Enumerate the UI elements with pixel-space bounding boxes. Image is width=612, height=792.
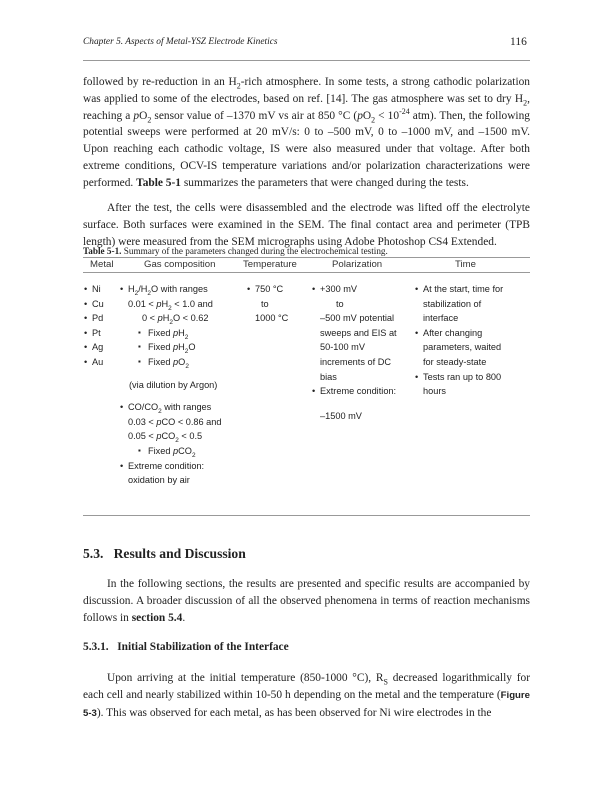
time-note-1b: stabilization of xyxy=(423,298,482,309)
metal-au: • Au xyxy=(84,355,104,370)
gas-column xyxy=(120,282,222,488)
running-header: Chapter 5. Aspects of Metal-YSZ Electrode Kinetics xyxy=(83,37,278,47)
time-note-2b: parameters, waited xyxy=(423,342,502,353)
metal-cu: • Cu xyxy=(84,297,104,312)
time-note-1c: interface xyxy=(423,313,459,324)
temperature-start: • 750 °C xyxy=(247,282,288,297)
gas-extreme-condition: • Extreme condition: xyxy=(120,459,222,474)
paragraph-3: In the following sections, the results are presented and specific results are accompanied by discussion. A broader discussion of all the observed phenomena in terms of reaction mechanisms follows in section 5.4. xyxy=(83,578,530,624)
subsection-heading: 5.3.1. Initial Stabilization of the Interface xyxy=(83,641,289,653)
table-caption: Table 5-1. Summary of the parameters changed during the electrochemical testing. xyxy=(83,246,388,256)
section-reference: section 5.4 xyxy=(131,611,183,624)
gas-h2-range-2: $0 < pH_2O < 0.62$ xyxy=(142,313,209,327)
metal-column xyxy=(84,282,104,370)
polarization-sweep-1: –500 mV potential xyxy=(320,313,395,324)
polarization-extreme: • Extreme condition: xyxy=(312,384,397,399)
polarization-start: • +300 mV xyxy=(312,282,397,297)
time-note-1: • At the start, time for xyxy=(415,282,503,297)
polarization-sweep-4: increments of DC xyxy=(320,356,391,367)
polarization-sweep-2: sweeps and EIS at xyxy=(320,327,397,338)
gas-h2-range-1: $0.01 < pH_2 < 1.0$ and xyxy=(128,298,213,312)
table-reference: Table 5-1 xyxy=(136,176,181,189)
header-rule xyxy=(83,60,530,61)
table-header-metal: Metal xyxy=(90,259,114,270)
gas-co-range-1: 0.03 < pCO < 0.86 and xyxy=(128,416,222,427)
time-note-3b: hours xyxy=(423,386,446,397)
metal-ag: • Ag xyxy=(84,340,104,355)
gas-h2-ranges: • $H_2/H_2O$ with ranges xyxy=(120,282,222,297)
time-note-2: • After changing xyxy=(415,326,503,341)
paragraph-1: followed by re-reduction in an $H_2$-rich atmosphere. In some tests, a strong cathodic polarization was applied to some of the electrodes, based on ref. [14]. The gas atmosphere was set to dry $H_2$, reaching a $pO_2$ sensor value of –1370 mV vs air at 850 °C ($pO_2 < 10^{-24}$ atm). Then, the following potential sweeps were performed at 20 mV/s: 0 to –500 mV, 0 to –1000 mV, and –1500 mV. Upon reaching each cathodic voltage, IS were also measured under that voltage. After both extreme conditions, OCV-IS temperature variations and/or polarization characterizations were performed. Table 5-1 summarizes the parameters that were changed during the tests. xyxy=(83,76,530,189)
metal-pd: • Pd xyxy=(84,311,104,326)
polarization-extreme-value: –1500 mV xyxy=(320,410,362,421)
time-column xyxy=(415,282,503,399)
gas-fixed-ph2: ▪ Fixed $pH_2$ xyxy=(132,326,222,341)
table-bottom-rule xyxy=(83,515,530,516)
table-header-temperature: Temperature xyxy=(243,259,297,270)
table-top-rule xyxy=(83,257,530,258)
temperature-end: 1000 °C xyxy=(255,313,289,324)
polarization-to: to xyxy=(336,298,344,309)
time-note-3: • Tests ran up to 800 xyxy=(415,370,503,385)
polarization-sweep-5: bias xyxy=(320,371,337,382)
table-header-gas: Gas composition xyxy=(144,259,216,270)
metal-pt: • Pt xyxy=(84,326,104,341)
gas-co-ranges: • $CO/CO_2$ with ranges xyxy=(120,400,222,415)
section-heading: 5.3. Results and Discussion xyxy=(83,546,246,561)
temperature-to: to xyxy=(261,298,269,309)
metal-ni: • Ni xyxy=(84,282,104,297)
gas-argon-note: (via dilution by Argon) xyxy=(129,379,218,390)
table-header-time: Time xyxy=(455,259,476,270)
gas-co-range-2: 0.05 < pCO$_2$ < 0.5 xyxy=(128,431,203,445)
time-note-2c: for steady-state xyxy=(423,356,487,367)
polarization-column xyxy=(312,282,397,423)
gas-fixed-po2: ▪ Fixed $pO_2$ xyxy=(132,355,222,370)
gas-fixed-pco2: ▪ Fixed pCO$_2$ xyxy=(132,444,222,459)
paragraph-4: Upon arriving at the initial temperature (850-1000 °C), $R_S$ decreased logarithmically for each cell and nearly stabilized within 10-50 h depending on the metal and the temperature (Figure 5-3). This was observed for each metal, as has been observed for Ni wire electrodes in the xyxy=(83,672,530,719)
gas-oxidation-by-air: oxidation by air xyxy=(128,475,190,486)
table-header-polarization: Polarization xyxy=(332,259,383,270)
gas-fixed-ph2o: ▪ Fixed $pH_2O$ xyxy=(132,340,222,355)
polarization-sweep-3: 50-100 mV xyxy=(320,342,365,353)
temperature-column xyxy=(247,282,288,326)
page-number: 116 xyxy=(510,36,527,48)
figure-reference: Figure 5-3 xyxy=(83,689,530,719)
table-header-rule xyxy=(83,272,530,273)
paragraph-2: After the test, the cells were disassembled and the electrode was lifted off the electrolyte surface. Both surfaces were examined in the SEM. The final contact area and perimeter (TPB length) were measured from the SEM micrographs using Adobe Photoshop CS4 Extended. xyxy=(83,202,530,248)
